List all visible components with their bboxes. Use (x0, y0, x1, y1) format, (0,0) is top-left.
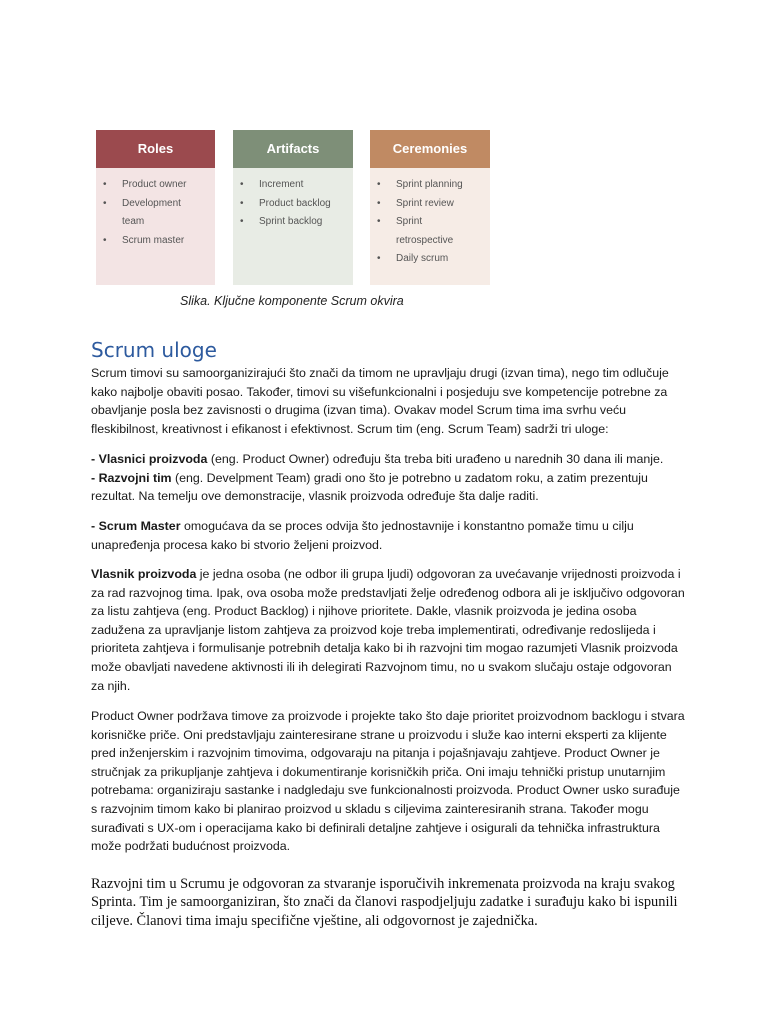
roles-list (96, 176, 215, 250)
scrum-master-role-text: omogućava da se proces odvija što jednostavnije i konstantno pomaže timu u cilju unapređenja procesa kako bi stvorio željeni proizvod. (91, 519, 634, 552)
artifacts-list-box (233, 168, 353, 285)
bullet-icon: • (103, 179, 107, 190)
roles-column (96, 130, 215, 285)
roles-header: Roles (96, 130, 215, 168)
list-item: • Product backlog (259, 195, 353, 214)
bullet-icon: • (240, 179, 244, 190)
scrum-master-role-label: - Scrum Master (91, 519, 181, 533)
list-item: • Product owner (122, 176, 215, 195)
artifacts-column (233, 130, 353, 285)
artifacts-header: Artifacts (233, 130, 353, 168)
list-item: • Sprint review (396, 195, 490, 214)
scrum-components-figure (96, 130, 490, 285)
section-heading: Scrum uloge (91, 338, 217, 362)
list-item: • Sprint planning (396, 176, 490, 195)
ceremonies-list-box (370, 168, 490, 285)
list-item: • Scrum master (122, 232, 215, 251)
dev-team-role-text: (eng. Develpment Team) gradi ono što je potrebno u zadatom roku, a zatim prezentuju rezultat. Na temelju ove demonstracije, vlasnik proizvoda određuje šta dalje raditi. (91, 470, 648, 504)
product-owner-label: Vlasnik proizvoda (91, 567, 197, 581)
roles-paragraph (91, 450, 686, 506)
roles-list-box (96, 168, 215, 285)
bullet-icon: • (103, 197, 107, 209)
product-owner-text: je jedna osoba (ne odbor ili grupa ljudi) odgovoran za uvećavanje vrijednosti proizvoda i za rad razvojnog tima. Ipak, ova osoba može predstavljati želje određenog odbora ali je isključivo odgovoran za listu zahtjeva (eng. Product Backlog) i njihove prioritete. Dakle, vlasnik proizvoda je jedina osoba zadužena za upravljanje listom zahtjeva za proizvod koje treba implementirati, određivanje redoslijeda i prioriteta zahtjeva i formulisanje potrebnih detalja kako bi ih razvojni tim mogao razumjeti Vlasnik proizvoda može obavljati navedene aktivnosti ili ih delegirati Razvojnom timu, no u svakom slučaju ostaje odgovoran za njih. (91, 567, 685, 693)
product-owner-support-paragraph: Product Owner podržava timove za proizvode i projekte tako što daje prioritet proizvodnom backlogu i stvara korisničke priče. Oni predstavljaju zainteresirane strane u proizvodu i služe kao interni eksperti za klijente pred inženjerskim i razvojnim timovima, odgovaraju na pitanja i pojašnjavaju zahtjeve. Product Owner je stručnjak za prikupljanje zahtjeva i dokumentiranje korisničkih priča. Oni imaju tehnički pristup unutarnjim potrebama: organiziraju sastanke i nadgledaju sve funkcionalnosti proizvoda. Product Owner usko surađuje s razvojnim timom kako bi planirao proizvod u skladu s ciljevima zainteresiranih strana. Također mogu surađivati s UX-om i operacijama kako bi definirali detaljne zahtjeve i osigurali da tehnička infrastruktura može podržati budućnost proizvoda. (91, 709, 685, 854)
bullet-icon: • (240, 216, 244, 227)
bullet-icon: • (377, 197, 381, 209)
list-item: • Daily scrum (396, 250, 490, 269)
ceremonies-list (370, 176, 490, 269)
list-item: • Development team (122, 195, 192, 232)
bullet-icon: • (240, 197, 244, 209)
product-owner-role-label: - Vlasnici proizvoda (91, 452, 208, 466)
bullet-icon: • (377, 253, 381, 264)
scrum-master-paragraph (91, 517, 686, 554)
ceremonies-header: Ceremonies (370, 130, 490, 168)
product-owner-paragraph (91, 565, 686, 695)
intro-paragraph: Scrum timovi su samoorganizirajući što znači da timom ne upravljaju drugi (izvan tima), nego tim odlučuje kako najbolje obaviti posao. Također, timovi su višefunkcionalni i posjeduju sve kompetencije potrebne za obavljanje posla bez zavisnosti o drugima (izvan tima). Ovakav model Scrum tima ima svrhu veću fleskibilnost, kreativnost i efikanost i efektivnost. Scrum tim (eng. Scrum Team) sadrži tri uloge: (91, 366, 669, 436)
figure-caption: Slika. Ključne komponente Scrum okvira (180, 294, 404, 308)
list-item: • Increment (259, 176, 353, 195)
product-owner-role-text: (eng. Product Owner) određuju šta treba biti urađeno u narednih 30 dana ili manje. (207, 452, 664, 466)
bullet-icon: • (377, 179, 381, 190)
ceremonies-column (370, 130, 490, 285)
list-item: • Sprint retrospective (396, 213, 468, 250)
list-item: • Sprint backlog (259, 213, 353, 232)
bullet-icon: • (377, 216, 381, 227)
dev-team-paragraph: Razvojni tim u Scrumu je odgovoran za stvaranje isporučivih inkremenata proizvoda na kraju svakog Sprinta. Tim je samoorganiziran, što znači da članovi raspodjeljuju zadatke i surađuju kako bi ispunili ciljeve. Članovi tima imaju specifične vještine, ali odgovornost je zajednička. (91, 876, 678, 929)
artifacts-list (233, 176, 353, 232)
bullet-icon: • (103, 234, 107, 246)
dev-team-role-label: - Razvojni tim (91, 470, 172, 485)
